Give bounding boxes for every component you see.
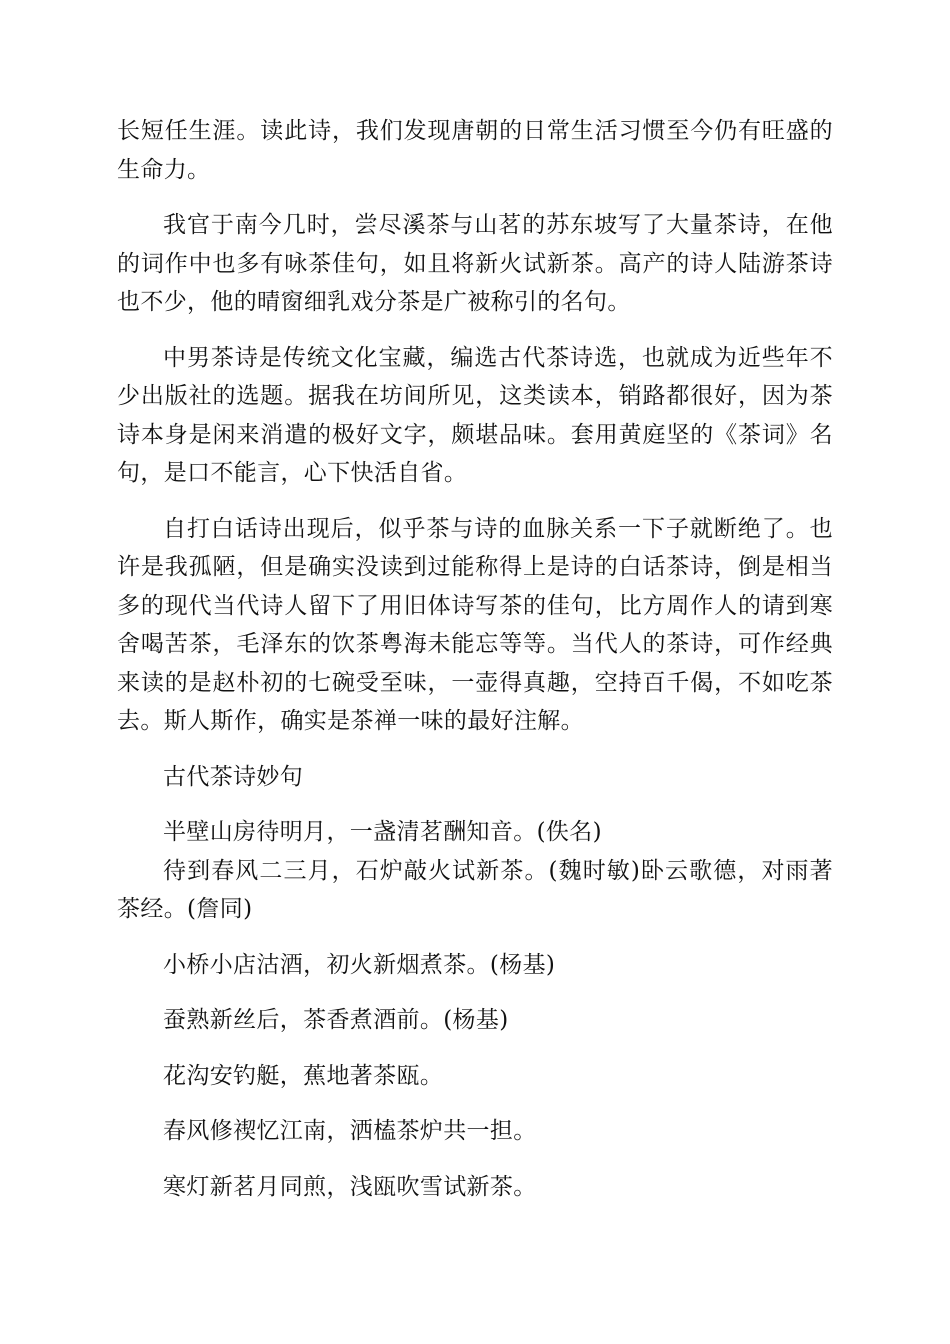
section-title: 古代茶诗妙句 <box>163 763 304 790</box>
verse-line: 待到春风二三月，石炉敲火试新茶。(魏时敏)卧云歌德，对雨著茶经。(詹同) <box>117 857 833 922</box>
document-body <box>117 112 833 1206</box>
paragraph-su-dongpo-lu-you: 我官于南今几时，尝尽溪茶与山茗的苏东坡写了大量茶诗，在他的词作中也多有咏茶佳句，如且将新火试新茶。高产的诗人陆游茶诗也不少，他的晴窗细乳戏分茶是广被称引的名句。 <box>117 212 833 315</box>
verse-line: 春风修禊忆江南，洒榼茶炉共一担。 <box>163 1118 537 1144</box>
verse-line: 蚕熟新丝后，茶香煮酒前。(杨基) <box>163 1007 509 1033</box>
paragraph-tea-poetry-heritage: 中男茶诗是传统文化宝藏，编选古代茶诗选，也就成为近些年不少出版社的选题。据我在坊间所见，这类读本，销路都很好，因为茶诗本身是闲来消遣的极好文字，颇堪品味。套用黄庭坚的《茶词》名句，是口不能言，心下快活自省。 <box>117 344 833 486</box>
verse-line: 小桥小店沽酒，初火新烟煮茶。(杨基) <box>163 951 556 978</box>
verse-line: 寒灯新茗月同煎，浅瓯吹雪试新茶。 <box>163 1173 537 1200</box>
paragraph-vernacular-poetry: 自打白话诗出现后，似乎茶与诗的血脉关系一下子就断绝了。也许是我孤陋，但是确实没读到过能称得上是诗的白话茶诗，倒是相当多的现代当代诗人留下了用旧体诗写茶的佳句，比方周作人的请到寒舍喝苦茶，毛泽东的饮茶粤海未能忘等等。当代人的茶诗，可作经典来读的是赵朴初的七碗受至味，一壶得真趣，空持百千偈，不如吃茶去。斯人斯作，确实是茶禅一味的最好注解。 <box>117 515 833 734</box>
paragraph-tang-poem-ending: 长短任生涯。读此诗，我们发现唐朝的日常生活习惯至今仍有旺盛的生命力。 <box>117 118 833 183</box>
verse-line: 半壁山房待明月，一盏清茗酬知音。(佚名) <box>163 819 602 845</box>
verse-line: 花沟安钓艇，蕉地著茶瓯。 <box>163 1062 444 1089</box>
